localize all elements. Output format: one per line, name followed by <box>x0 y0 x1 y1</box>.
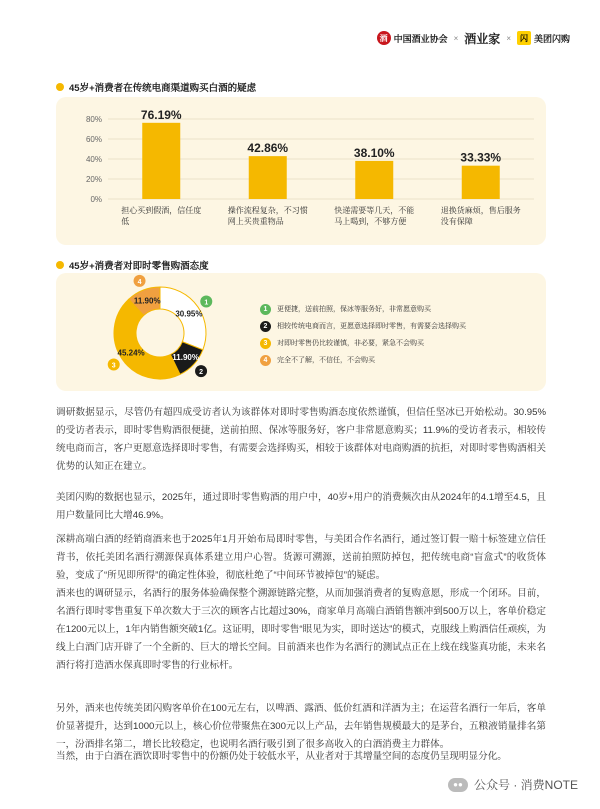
separator: × <box>506 33 511 43</box>
section-title-doubts <box>56 80 256 94</box>
y-tick-label: 80% <box>85 115 102 124</box>
bar-category-label: 操作流程复杂，不习惯网上买贵重物品 <box>227 206 308 226</box>
bullet-icon <box>56 83 64 91</box>
paragraph-4: 酒来也的调研显示，名酒行的服务体验确保整个溯源链路完整，从而加强消费者的复购意愿，形成一个闭环。目前，名酒行即时零售重复下单次数大于三次的顾客占比超过30%，商家单月高端白酒销售额冲到500万以上，客单价稳定在1200元以上，1年内销售额突破1亿。这证明，即时零售“眼见为实，即时送达”的模式，克服线上购酒信任顽疾，为线上白酒门店开辟了一个全新的、巨大的增长空间。目前酒来也作为名酒行的测试点正在上线在线鉴真功能，未来名酒行将打造酒水保真即时零售的行业标杆。 <box>56 588 546 671</box>
bar <box>142 123 180 199</box>
bar-category-label: 担心买到假酒，信任度低 <box>121 206 202 226</box>
separator: × <box>453 33 459 43</box>
legend-number-badge: 3 <box>260 338 271 349</box>
paragraph-5: 另外，酒来也传统美团闪购客单价在100元左右，以啤酒、露酒、低价红酒和洋酒为主；在运营名酒行一年后，客单价显著提升，达到1000元以上，核心价位带聚焦在300元以上产品，去年销售规模最大的是茅台，五粮液销量排名第一，汾酒排名第二，增长比较稳定，也说明名酒行吸引到了很多高收入的白酒消费主力群体。 <box>56 703 546 750</box>
donut-slice-label: 11.90% <box>172 352 200 362</box>
bar <box>249 156 287 199</box>
legend-item <box>260 335 530 351</box>
donut-chart-panel <box>56 273 546 391</box>
header-logos <box>377 28 570 48</box>
paragraph-2: 美团闪购的数据也显示，2025年，通过即时零售购酒的用户中，40岁+用户的消费频次由从2024年的4.1增至4.5，且用户数量同比大增46.9%。 <box>56 492 546 521</box>
bar-category-label: 退换货麻烦，售后服务没有保障 <box>440 206 521 226</box>
y-tick-label: 40% <box>85 155 102 164</box>
bar-value-label: 76.19% <box>140 107 182 122</box>
legend-label: 对即时零售仍比较谨慎，非必要，紧急不会购买 <box>277 340 424 347</box>
slice-number: 1 <box>204 299 209 307</box>
donut-slice <box>160 287 209 350</box>
section-title-attitude-text: 45岁+消费者对即时零售购酒态度 <box>69 261 209 272</box>
legend-item <box>260 318 530 334</box>
logo-cada <box>377 31 448 45</box>
bullet-icon <box>56 261 64 269</box>
watermark-text: 公众号 · 消费NOTE <box>474 778 578 792</box>
paragraph-6: 当然，由于白酒在酒饮即时零售中的份额仍处于较低水平，从业者对于其增量空间的态度仍呈现明显分化。 <box>56 751 507 762</box>
legend-label: 相较传统电商而言，更愿意选择即时零售，有需要会选择购买 <box>277 323 466 330</box>
bar <box>355 161 393 199</box>
donut-slice-label: 11.90% <box>133 296 161 306</box>
legend-number-badge: 4 <box>260 355 271 366</box>
bar-value-label: 42.86% <box>247 141 289 156</box>
bar-value-label: 33.33% <box>460 150 502 165</box>
logo-meituan <box>517 31 570 45</box>
legend-label: 完全不了解，不信任，不会购买 <box>277 357 375 364</box>
logo-jiuyejia-text: 酒业家 <box>464 31 501 46</box>
logo-cada-text: 中国酒业协会 <box>393 33 448 44</box>
section-title-doubts-text: 45岁+消费者在传统电商渠道购买白酒的疑虑 <box>69 83 257 94</box>
y-tick-label: 0% <box>90 195 102 204</box>
slice-number: 3 <box>111 362 116 370</box>
y-tick-label: 60% <box>85 135 102 144</box>
paragraph-1: 调研数据显示，尽管仍有超四成受访者认为该群体对即时零售购酒态度依然谨慎，但信任坚冰已开始松动。30.95%的受访者表示，即时零售购酒很便捷，送前拍照、保冰等服务好，客户非常愿意购买；11.9%的受访者表示，相较传统电商而言，客户更愿意选择即时零售，有需要会选择购买，相较于该群体对电商购酒的抗拒，对即时零售购酒相关优势的认知正在建立。 <box>56 407 546 472</box>
bar-chart-panel <box>56 97 546 245</box>
legend-item <box>260 301 530 317</box>
watermark <box>448 776 578 793</box>
logo-meituan-text: 美团闪购 <box>533 33 570 44</box>
donut-legend <box>260 301 530 369</box>
paragraph-3: 深耕高端白酒的经销商酒来也于2025年1月开始布局即时零售，与美团合作名酒行，通过签订假一赔十标签建立信任背书，依托美团名酒行溯源保真体系建立用户心智。货源可溯源，送前拍照防掉包，把传统电商“盲盒式”的收货体验，变成了“所见即所得”的确定性体验，彻底杜绝了“中间环节被掉包”的疑虑。 <box>56 534 546 581</box>
logo-jiuyejia <box>464 30 500 47</box>
slice-number: 4 <box>137 278 142 286</box>
donut-slice-label: 30.95% <box>175 309 203 319</box>
section-title-attitude <box>56 258 209 272</box>
slice-number: 2 <box>199 369 204 377</box>
legend-number-badge: 2 <box>260 321 271 332</box>
legend-item <box>260 352 530 368</box>
y-tick-label: 20% <box>85 175 102 184</box>
donut-chart <box>56 273 256 391</box>
meituan-logo-icon: 闪 <box>517 31 531 45</box>
bar <box>462 166 500 199</box>
wechat-icon: ●● <box>448 778 468 792</box>
legend-number-badge: 1 <box>260 304 271 315</box>
legend-label: 更便捷，送前拍照，保冰等服务好，非常愿意购买 <box>277 306 431 313</box>
cada-logo-icon: 酒 <box>377 31 391 45</box>
donut-slice-label: 45.24% <box>117 348 145 358</box>
bar-value-label: 38.10% <box>353 145 395 160</box>
bar-category-label: 快递需要等几天，不能马上喝到，不够方便 <box>334 206 415 226</box>
